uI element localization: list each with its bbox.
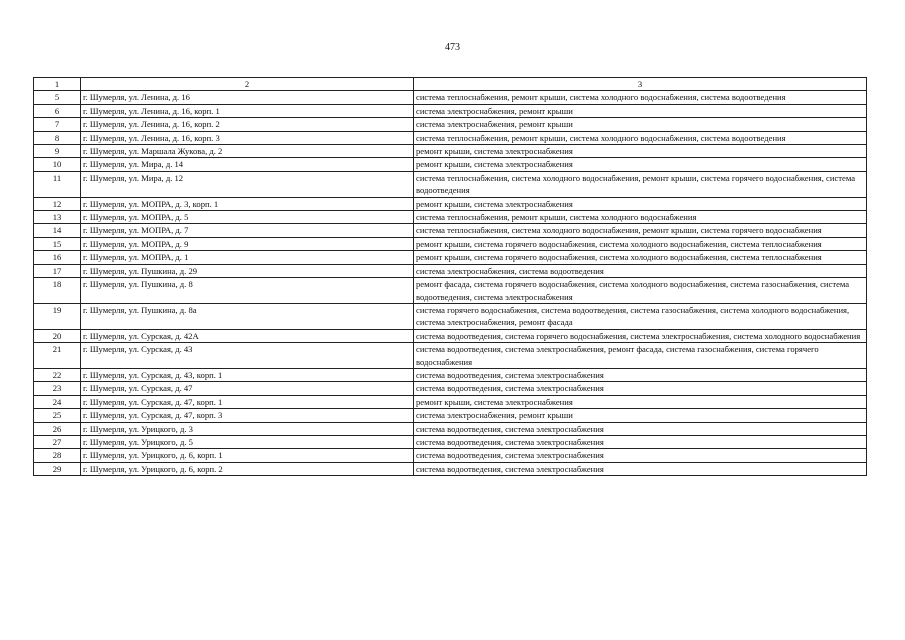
table-row — [34, 145, 867, 158]
row-address-cell: г. Шумерля, ул. Пушкина, д. 8 — [81, 278, 414, 304]
row-address-cell: г. Шумерля, ул. Мира, д. 12 — [81, 171, 414, 197]
row-works-cell: ремонт крыши, система горячего водоснабжения, система холодного водоснабжения, система теплоснабжения — [414, 237, 867, 250]
table-row — [34, 251, 867, 264]
row-address-cell: г. Шумерля, ул. МОПРА, д. 7 — [81, 224, 414, 237]
table-row — [34, 368, 867, 381]
table-row — [34, 104, 867, 117]
row-number-cell: 21 — [34, 343, 81, 369]
row-works-cell: система водоотведения, система электроснабжения, ремонт фасада, система газоснабжения, система горячего водоснабжения — [414, 343, 867, 369]
row-address-cell: г. Шумерля, ул. Урицкого, д. 6, корп. 1 — [81, 449, 414, 462]
row-number-cell: 12 — [34, 197, 81, 210]
row-number-cell: 28 — [34, 449, 81, 462]
row-works-cell: система водоотведения, система горячего водоснабжения, система электроснабжения, система холодного водоснабжения — [414, 329, 867, 342]
table-row — [34, 422, 867, 435]
row-works-cell: ремонт фасада, система горячего водоснабжения, система холодного водоснабжения, система газоснабжения, система водоотведения, система электроснабжения — [414, 278, 867, 304]
row-number-cell: 18 — [34, 278, 81, 304]
row-address-cell: г. Шумерля, ул. Пушкина, д. 8а — [81, 303, 414, 329]
row-address-cell: г. Шумерля, ул. Урицкого, д. 6, корп. 2 — [81, 462, 414, 475]
row-works-cell: система электроснабжения, ремонт крыши — [414, 409, 867, 422]
row-address-cell: г. Шумерля, ул. Ленина, д. 16, корп. 1 — [81, 104, 414, 117]
row-works-cell: система электроснабжения, система водоотведения — [414, 264, 867, 277]
repair-table — [33, 77, 867, 476]
row-works-cell: система водоотведения, система электроснабжения — [414, 422, 867, 435]
row-number-cell: 13 — [34, 211, 81, 224]
row-works-cell: система теплоснабжения, ремонт крыши, система холодного водоснабжения, система водоотведения — [414, 91, 867, 104]
row-number-cell: 5 — [34, 91, 81, 104]
row-works-cell: ремонт крыши, система электроснабжения — [414, 197, 867, 210]
row-address-cell: г. Шумерля, ул. Маршала Жукова, д. 2 — [81, 145, 414, 158]
row-address-cell: г. Шумерля, ул. Пушкина, д. 29 — [81, 264, 414, 277]
row-works-cell: система водоотведения, система электроснабжения — [414, 462, 867, 475]
row-address-cell: г. Шумерля, ул. Урицкого, д. 3 — [81, 422, 414, 435]
row-address-cell: г. Шумерля, ул. МОПРА, д. 5 — [81, 211, 414, 224]
row-address-cell: г. Шумерля, ул. Сурская, д. 47, корп. 1 — [81, 395, 414, 408]
page-number: 473 — [445, 42, 460, 53]
row-works-cell: ремонт крыши, система электроснабжения — [414, 145, 867, 158]
row-works-cell: система электроснабжения, ремонт крыши — [414, 104, 867, 117]
row-number-cell: 23 — [34, 382, 81, 395]
row-address-cell: г. Шумерля, ул. Сурская, д. 47, корп. 3 — [81, 409, 414, 422]
row-works-cell: система теплоснабжения, ремонт крыши, система холодного водоснабжения — [414, 211, 867, 224]
row-address-cell: г. Шумерля, ул. Сурская, д. 47 — [81, 382, 414, 395]
table-row — [34, 343, 867, 369]
row-number-cell: 19 — [34, 303, 81, 329]
row-address-cell: г. Шумерля, ул. Ленина, д. 16, корп. 3 — [81, 131, 414, 144]
row-works-cell: ремонт крыши, система горячего водоснабжения, система холодного водоснабжения, система теплоснабжения — [414, 251, 867, 264]
table-row — [34, 237, 867, 250]
table-row — [34, 449, 867, 462]
table-row — [34, 211, 867, 224]
header-cell-works: 3 — [414, 78, 867, 91]
row-number-cell: 10 — [34, 158, 81, 171]
row-works-cell: система теплоснабжения, система холодного водоснабжения, ремонт крыши, система горячего водоснабжения, система водоотведения — [414, 171, 867, 197]
row-number-cell: 7 — [34, 118, 81, 131]
table-row — [34, 395, 867, 408]
table-row — [34, 91, 867, 104]
row-works-cell: система водоотведения, система электроснабжения — [414, 368, 867, 381]
row-address-cell: г. Шумерля, ул. Сурская, д. 42А — [81, 329, 414, 342]
row-address-cell: г. Шумерля, ул. МОПРА, д. 3, корп. 1 — [81, 197, 414, 210]
table-row — [34, 131, 867, 144]
table-row — [34, 329, 867, 342]
row-number-cell: 9 — [34, 145, 81, 158]
row-address-cell: г. Шумерля, ул. Мира, д. 14 — [81, 158, 414, 171]
row-number-cell: 29 — [34, 462, 81, 475]
row-number-cell: 24 — [34, 395, 81, 408]
row-works-cell: ремонт крыши, система электроснабжения — [414, 158, 867, 171]
row-address-cell: г. Шумерля, ул. МОПРА, д. 9 — [81, 237, 414, 250]
table-row — [34, 278, 867, 304]
row-works-cell: система электроснабжения, ремонт крыши — [414, 118, 867, 131]
row-number-cell: 11 — [34, 171, 81, 197]
header-cell-number: 1 — [34, 78, 81, 91]
row-number-cell: 22 — [34, 368, 81, 381]
row-works-cell: ремонт крыши, система электроснабжения — [414, 395, 867, 408]
row-number-cell: 27 — [34, 435, 81, 448]
row-works-cell: система водоотведения, система электроснабжения — [414, 382, 867, 395]
row-number-cell: 26 — [34, 422, 81, 435]
table-row — [34, 171, 867, 197]
row-address-cell: г. Шумерля, ул. МОПРА, д. 1 — [81, 251, 414, 264]
table-row — [34, 303, 867, 329]
row-works-cell: система водоотведения, система электроснабжения — [414, 449, 867, 462]
row-address-cell: г. Шумерля, ул. Сурская, д. 43, корп. 1 — [81, 368, 414, 381]
row-address-cell: г. Шумерля, ул. Ленина, д. 16, корп. 2 — [81, 118, 414, 131]
row-number-cell: 20 — [34, 329, 81, 342]
row-works-cell: система теплоснабжения, система холодного водоснабжения, ремонт крыши, система горячего водоснабжения — [414, 224, 867, 237]
table-row — [34, 158, 867, 171]
row-address-cell: г. Шумерля, ул. Ленина, д. 16 — [81, 91, 414, 104]
row-number-cell: 15 — [34, 237, 81, 250]
row-number-cell: 16 — [34, 251, 81, 264]
row-number-cell: 17 — [34, 264, 81, 277]
row-number-cell: 25 — [34, 409, 81, 422]
table-row — [34, 435, 867, 448]
row-number-cell: 14 — [34, 224, 81, 237]
row-number-cell: 8 — [34, 131, 81, 144]
table-row — [34, 382, 867, 395]
row-works-cell: система теплоснабжения, ремонт крыши, система холодного водоснабжения, система водоотведения — [414, 131, 867, 144]
table-header-row — [34, 78, 867, 91]
row-address-cell: г. Шумерля, ул. Урицкого, д. 5 — [81, 435, 414, 448]
table-row — [34, 197, 867, 210]
table-row — [34, 118, 867, 131]
row-number-cell: 6 — [34, 104, 81, 117]
row-works-cell: система водоотведения, система электроснабжения — [414, 435, 867, 448]
table-row — [34, 264, 867, 277]
table-row — [34, 224, 867, 237]
row-works-cell: система горячего водоснабжения, система водоотведения, система газоснабжения, система холодного водоснабжения, система электроснабжения, ремонт фасада — [414, 303, 867, 329]
header-cell-address: 2 — [81, 78, 414, 91]
table-row — [34, 409, 867, 422]
row-address-cell: г. Шумерля, ул. Сурская, д. 43 — [81, 343, 414, 369]
table-row — [34, 462, 867, 475]
